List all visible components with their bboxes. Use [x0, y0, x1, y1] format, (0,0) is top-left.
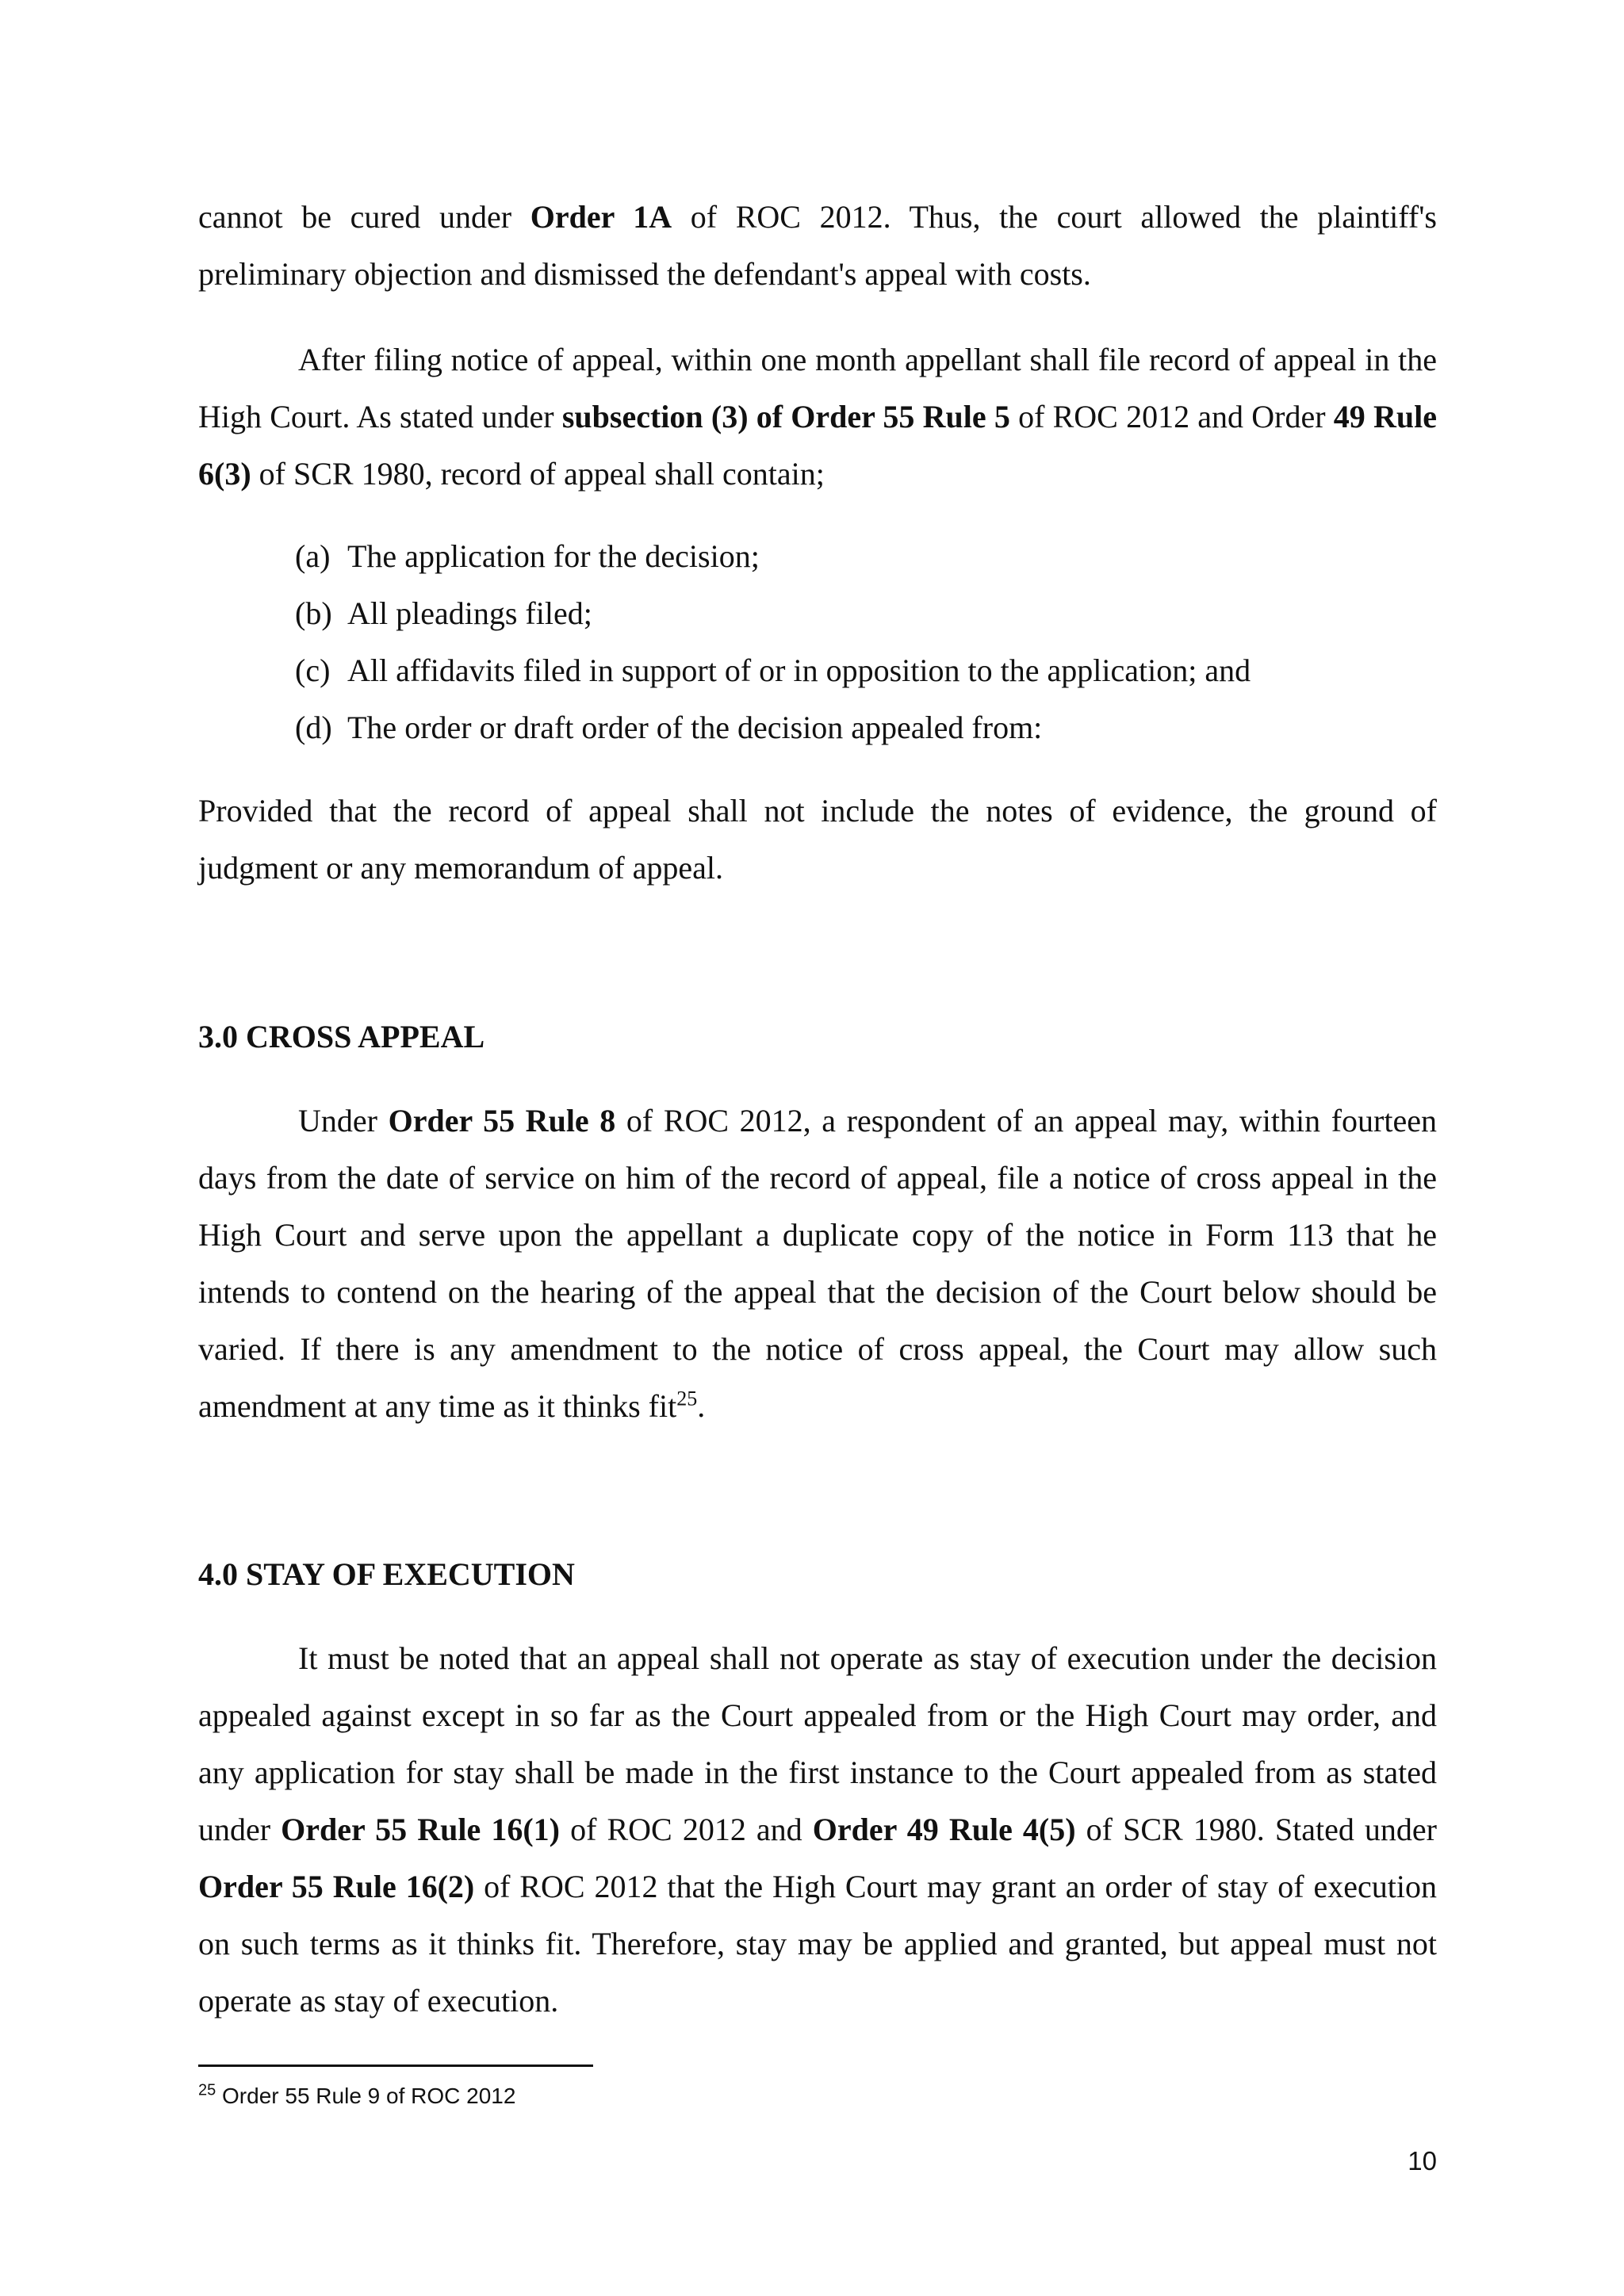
bold-citation: Order 55 Rule 8	[388, 1103, 616, 1138]
page-number: 10	[1408, 2146, 1437, 2175]
list-item-text: All pleadings filed;	[347, 595, 592, 631]
bold-citation: Order 49 Rule 4(5)	[812, 1812, 1076, 1847]
bold-citation: Order 55 Rule 16(2)	[198, 1869, 475, 1904]
list-item	[295, 699, 1437, 756]
text-run: It must be noted that an appeal shall not operate as stay of execution under the decision appealed against except in so far as the Court appealed from or the High Court may order, and any application for stay shall be made in the first instance to the Court appealed from as stated under	[198, 1640, 1437, 1847]
text-run: of ROC 2012, a respondent of an appeal may, within fourteen days from the date of service on him of the record of appeal, file a notice of cross appeal in the High Court and serve upon the appellant a duplicate copy of the notice in Form 113 that he intends to contend on the hearing of the appeal that the decision of the Court below should be varied. If there is any amendment to the notice of cross appeal, the Court may allow such amendment at any time as it thinks fit	[198, 1103, 1437, 1424]
list-item-text: All affidavits filed in support of or in opposition to the application; and	[347, 652, 1251, 688]
paragraph-proviso: Provided that the record of appeal shall not include the notes of evidence, the ground of judgment or any memorandum of appeal.	[198, 793, 1437, 886]
footnote-reference[interactable]: 25	[676, 1387, 698, 1410]
list-marker: (d)	[295, 710, 332, 745]
bold-citation: Order 1A	[530, 199, 672, 235]
list-item-text: The application for the decision;	[347, 538, 760, 574]
text-run: After filing notice of appeal, within one month appellant shall file record of appeal in the High Court. As stated under	[198, 342, 1437, 434]
list-item-text: The order or draft order of the decision appealed from:	[347, 710, 1043, 745]
paragraph-stay-of-execution	[198, 1630, 1437, 2030]
text-run: Under	[298, 1103, 389, 1138]
text-run: of ROC 2012 that the High Court may grant an order of stay of execution on such terms as it thinks fit. Therefore, stay may be applied and granted, but appeal must not operate as stay of execution.	[198, 1869, 1437, 2019]
paragraph-cross-appeal	[198, 1093, 1437, 1435]
bold-citation: 49 Rule 6(3)	[198, 399, 1438, 492]
section-heading-stay-of-execution: 4.0 STAY OF EXECUTION	[198, 1556, 575, 1592]
list-marker: (a)	[295, 538, 331, 574]
section-heading-cross-appeal: 3.0 CROSS APPEAL	[198, 1019, 485, 1054]
text-run: cannot be cured under	[198, 199, 530, 235]
list-item	[295, 528, 1437, 585]
text-run: of ROC 2012 and	[559, 1812, 813, 1847]
paragraph-record-of-appeal	[198, 331, 1437, 503]
footnote-separator	[198, 2064, 593, 2067]
list-marker: (c)	[295, 652, 331, 688]
text-run: of ROC 2012 and Order	[1009, 399, 1334, 434]
bold-citation: Order 55 Rule 16(1)	[281, 1812, 560, 1847]
text-run: .	[697, 1388, 706, 1424]
footnote	[198, 2080, 515, 2112]
list-item	[295, 642, 1437, 699]
footnote-number: 25	[198, 2081, 216, 2099]
text-run: of SCR 1980. Stated under	[1075, 1812, 1438, 1847]
text-run: of ROC 2012. Thus, the court allowed the plaintiff's preliminary objection and dismissed the defendant's appeal with costs.	[198, 199, 1437, 292]
list-item	[295, 585, 1437, 642]
text-run: of SCR 1980, record of appeal shall contain;	[251, 456, 825, 492]
record-contents-list	[295, 528, 1437, 756]
footnote-text: Order 55 Rule 9 of ROC 2012	[222, 2084, 516, 2108]
paragraph-order-1a	[198, 189, 1437, 303]
list-marker: (b)	[295, 595, 332, 631]
bold-citation: subsection (3) of Order 55 Rule 5	[561, 399, 1010, 434]
